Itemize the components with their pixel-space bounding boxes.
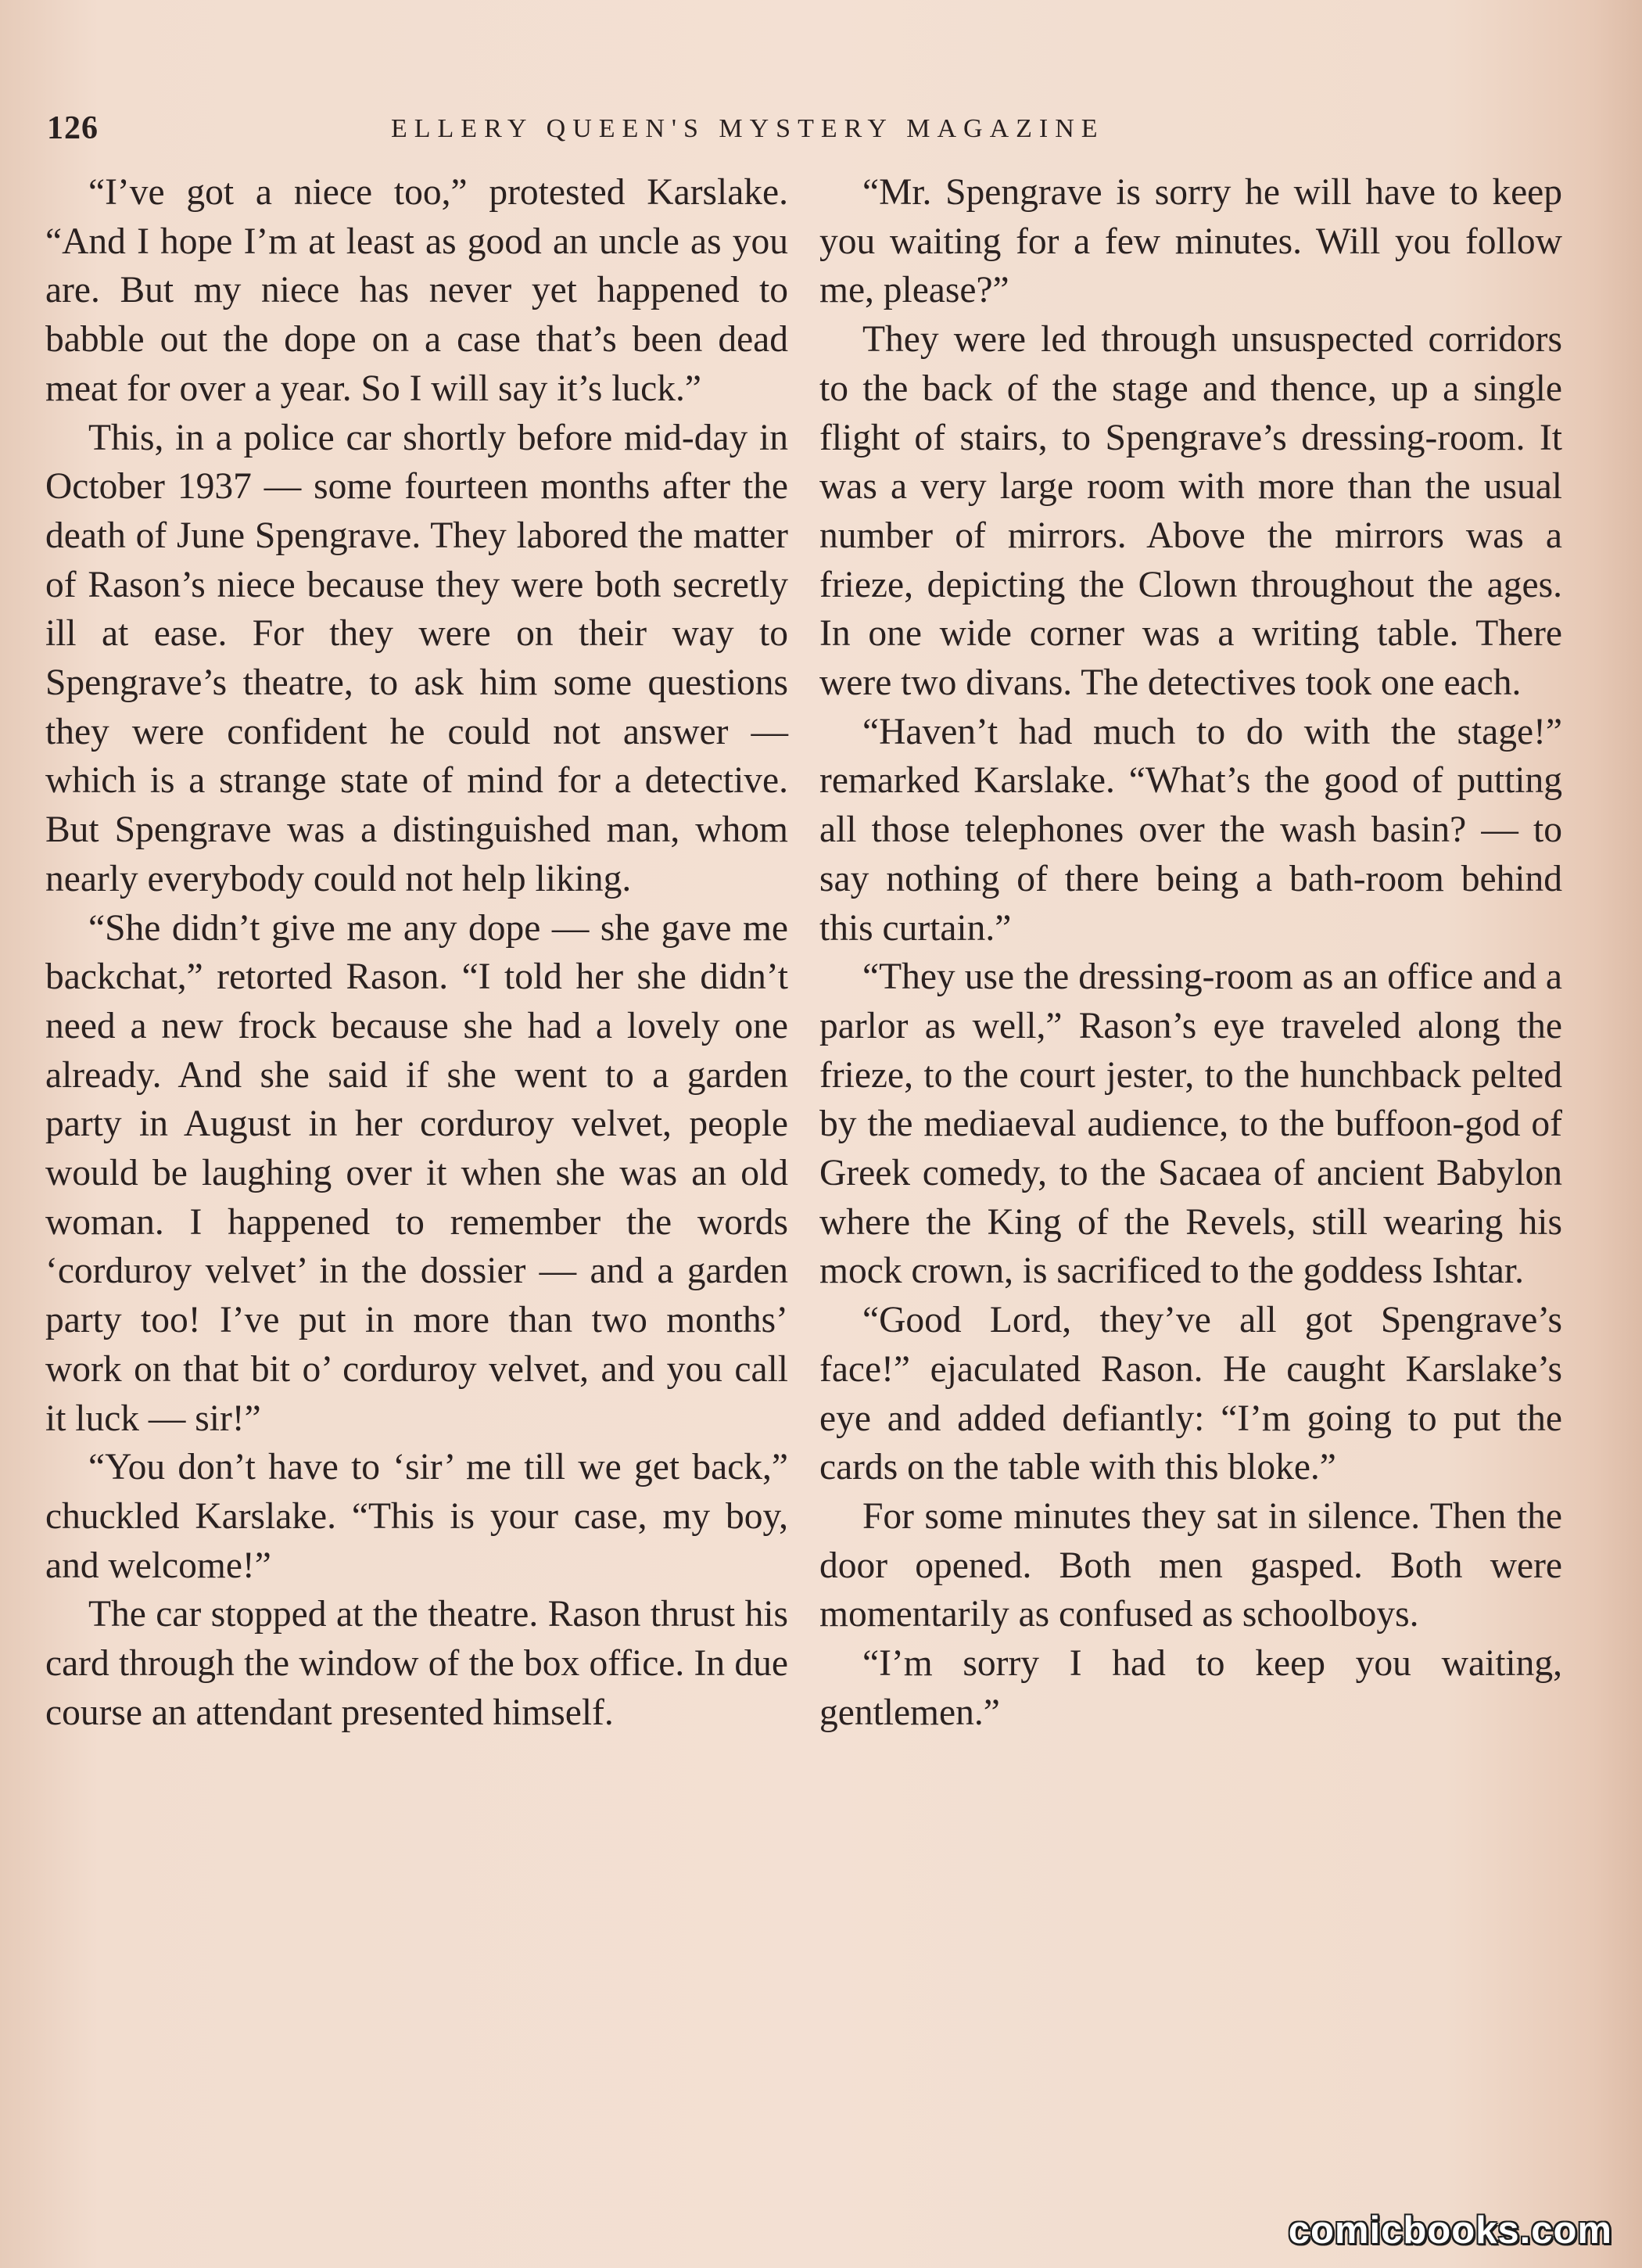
right-column [819, 168, 1562, 1738]
paragraph: “Haven’t had much to do with the stage!” remarked Karslake. “What’s the good of putting all those telephones over the wash basin? — to say nothing of there being a bath-room behind this curtain.” [819, 711, 1562, 949]
paragraph: “Mr. Spengrave is sorry he will have to keep you waiting for a few minutes. Will you follow me, please?” [819, 172, 1562, 311]
watermark: comicbooks.com [1288, 2209, 1612, 2252]
paragraph: “They use the dressing-room as an office and a parlor as well,” Rason’s eye traveled along the frieze, to the court jester, to the hunchback pelted by the mediaeval audience, to the buffoon-god of Greek comedy, to the Sacaea of ancient Babylon where the King of the Revels, still wearing his mock crown, is sacrificed to the goddess Ishtar. [819, 956, 1562, 1292]
paragraph: “She didn’t give me any dope — she gave me backchat,” retorted Rason. “I told her she didn’t need a new frock because she had a lovely one already. And she said if she went to a garden party in August in her corduroy velvet, people would be laughing over it when she was an old woman. I happened to remember the words ‘corduroy velvet’ in the dossier — and a garden party too! I’ve put in more than two months’ work on that bit o’ corduroy velvet, and you call it luck — sir!” [45, 907, 788, 1439]
paragraph: “Good Lord, they’ve all got Spengrave’s face!” ejaculated Rason. He caught Karslake’s eye and added defiantly: “I’m going to put the cards on the table with this bloke.” [819, 1300, 1562, 1488]
paragraph: The car stopped at the theatre. Rason thrust his card through the window of the box office. In due course an attendant presented himself. [45, 1594, 788, 1733]
paragraph: “You don’t have to ‘sir’ me till we get back,” chuckled Karslake. “This is your case, my boy, and welcome!” [45, 1447, 788, 1586]
paragraph: They were led through unsuspected corridors to the back of the stage and thence, up a single flight of stairs, to Spengrave’s dressing-room. It was a very large room with more than the usual number of mirrors. Above the mirrors was a frieze, depicting the Clown throughout the ages. In one wide corner was a writing table. There were two divans. The detectives took one each. [819, 319, 1562, 704]
paragraph: “I’m sorry I had to keep you waiting, gentlemen.” [819, 1643, 1562, 1733]
paragraph: For some minutes they sat in silence. Then the door opened. Both men gasped. Both were momentarily as confused as schoolboys. [819, 1495, 1562, 1635]
page-header [47, 109, 1533, 156]
paragraph: “I’ve got a niece too,” protested Karslake. “And I hope I’m at least as good an uncle as you are. But my niece has never yet happened to babble out the dope on a case that’s been dead meat for over a year. So I will say it’s luck.” [45, 172, 788, 409]
running-head: ELLERY QUEEN'S MYSTERY MAGAZINE [391, 114, 1105, 143]
paragraph: This, in a police car shortly before mid-day in October 1937 — some fourteen months after the death of June Spengrave. They labored the matter of Rason’s niece because they were both secretly ill at ease. For they were on their way to Spengrave’s theatre, to ask him some questions they were confident he could not answer — which is a strange state of mind for a detective. But Spengrave was a distinguished man, whom nearly everybody could not help liking. [45, 417, 788, 899]
left-column [45, 168, 788, 1738]
page-number: 126 [47, 110, 99, 146]
